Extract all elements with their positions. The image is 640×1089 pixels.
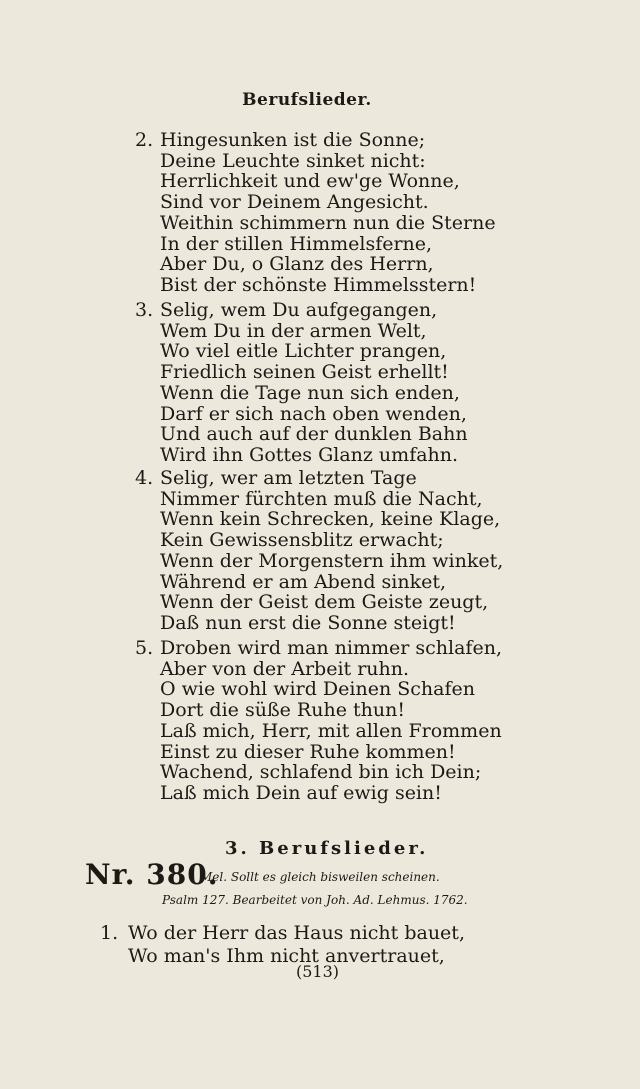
psalm-attribution: Psalm 127. Bearbeitet von Joh. Ad. Lehmus. 1762. [162, 893, 468, 907]
stanza-line: Sind vor Deinem Angesicht. [160, 191, 429, 214]
page-number: (513) [296, 962, 340, 981]
stanza-number: 1. [100, 922, 119, 944]
stanza-line: 4. Selig, wer am letzten Tage [135, 467, 417, 489]
stanza-line: Nimmer fürchten muß die Nacht, [160, 487, 483, 510]
stanza-line: Wenn der Morgenstern ihm winket, [160, 549, 504, 572]
stanza-line: Wachend, schlafend bin ich Dein; [160, 761, 482, 784]
stanza-3 [135, 300, 468, 466]
stanza-line: 2. Hingesunken ist die Sonne; [135, 129, 426, 151]
stanza-line: In der stillen Himmelsferne, [160, 232, 433, 255]
stanza-number: 3. [135, 299, 154, 321]
stanza-line: Herrlichkeit und ew'ge Wonne, [160, 170, 460, 193]
stanza-line: Friedlich seinen Geist erhellt! [160, 361, 449, 384]
stanza-number: 5. [135, 637, 154, 659]
stanza-line: Deine Leuchte sinket nicht: [160, 149, 426, 172]
stanza-2 [135, 130, 496, 296]
running-head: Berufslieder. [242, 90, 372, 110]
stanza-number: 4. [135, 467, 154, 489]
stanza-line: Laß mich, Herr, mit allen Frommen [160, 719, 502, 742]
verse-1 [100, 922, 465, 968]
stanza-line: Wo viel eitle Lichter prangen, [160, 340, 447, 363]
stanza-line: Aber von der Arbeit ruhn. [160, 657, 410, 680]
stanza-line: Darf er sich nach oben wenden, [160, 402, 467, 425]
hymn-number: Nr. 380. [85, 858, 219, 891]
stanza-line: Laß mich Dein auf ewig sein! [160, 781, 442, 804]
stanza-line: Dort die süße Ruhe thun! [160, 699, 405, 722]
melody-line: Mel. Sollt es gleich bisweilen scheinen. [200, 870, 440, 884]
hymn-header [85, 858, 440, 891]
stanza-line: 5. Droben wird man nimmer schlafen, [135, 637, 502, 659]
section-heading: 3. Berufslieder. [225, 838, 429, 859]
stanza-line: Während er am Abend sinket, [160, 570, 447, 593]
stanza-line: Bist der schönste Himmelsstern! [160, 273, 477, 296]
stanza-line: 1. Wo der Herr das Haus nicht bauet, [100, 922, 465, 944]
stanza-line: Und auch auf der dunklen Bahn [160, 423, 468, 446]
stanza-line: Einst zu dieser Ruhe kommen! [160, 740, 456, 763]
stanza-line: Kein Gewissensblitz erwacht; [160, 529, 444, 552]
stanza-5 [135, 638, 502, 804]
stanza-line: Aber Du, o Glanz des Herrn, [160, 253, 434, 276]
stanza-line: Wenn die Tage nun sich enden, [160, 381, 460, 404]
stanza-line: Wenn der Geist dem Geiste zeugt, [160, 591, 489, 614]
stanza-line: O wie wohl wird Deinen Schafen [160, 678, 475, 701]
stanza-line: Wo man's Ihm nicht anvertrauet, [128, 945, 445, 967]
stanza-4 [135, 468, 503, 634]
stanza-line: Daß nun erst die Sonne steigt! [160, 611, 456, 634]
stanza-line: Wenn kein Schrecken, keine Klage, [160, 508, 501, 531]
stanza-line: Wem Du in der armen Welt, [160, 319, 427, 342]
stanza-line: 3. Selig, wem Du aufgegangen, [135, 299, 438, 321]
stanza-number: 2. [135, 129, 154, 151]
stanza-line: Weithin schimmern nun die Sterne [160, 211, 496, 234]
stanza-line: Wird ihn Gottes Glanz umfahn. [160, 443, 459, 466]
